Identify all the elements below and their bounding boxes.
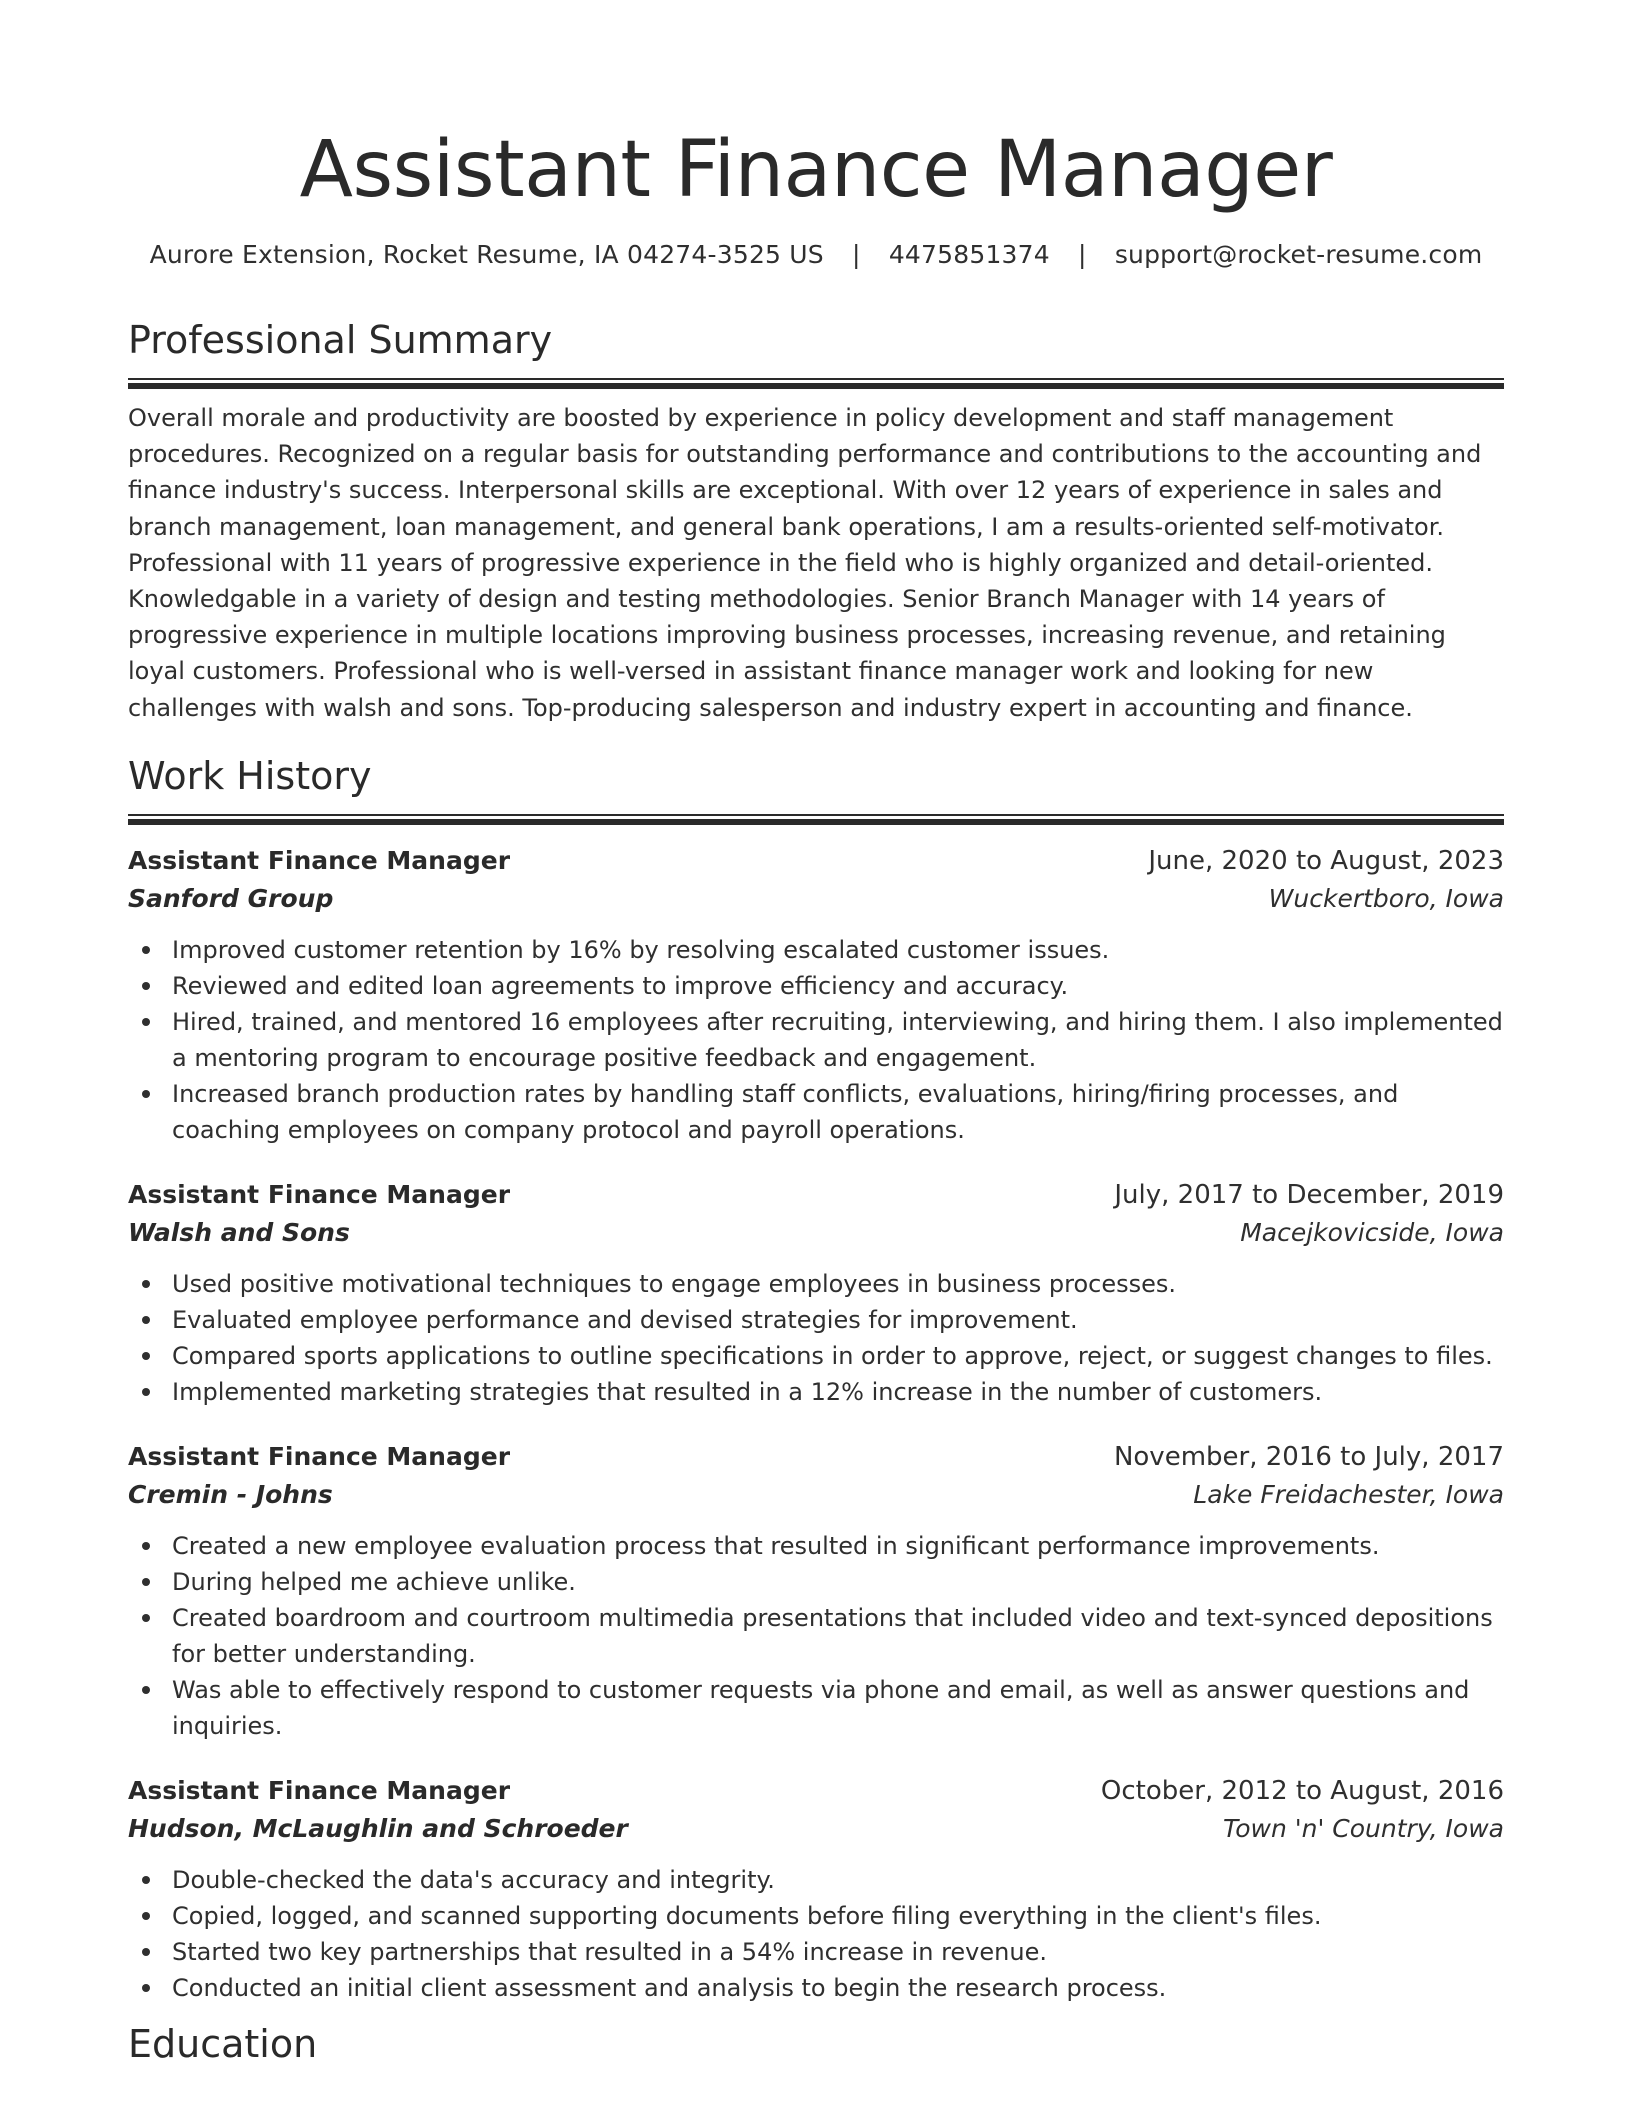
job-bullet-text: Started two key partnerships that resulted in a 54% increase in revenue.: [172, 1937, 1047, 1966]
contact-separator: |: [852, 240, 861, 269]
education-section: [128, 2020, 1504, 2068]
job-entry: [128, 842, 1504, 1148]
contact-email: support@rocket-resume.com: [1114, 240, 1483, 269]
job-company: Hudson, McLaughlin and Schroeder: [128, 1813, 628, 1843]
job-bullet-text: Implemented marketing strategies that resulted in a 12% increase in the number of customers.: [172, 1377, 1323, 1406]
job-bullet: [128, 1374, 1504, 1410]
job-bullet-text: Evaluated employee performance and devised strategies for improvement.: [172, 1305, 1078, 1334]
job-bullet: [128, 1266, 1504, 1302]
bullet-dot-icon: [142, 1686, 150, 1694]
job-title: Assistant Finance Manager: [128, 845, 511, 875]
job-bullet-text: Double-checked the data's accuracy and integrity.: [172, 1865, 775, 1894]
job-location: Lake Freidachester, Iowa: [1193, 1479, 1504, 1509]
job-bullet: [128, 1076, 1504, 1148]
job-bullet-text: Created boardroom and courtroom multimedia presentations that included video and text-synced depositions for better understanding.: [172, 1603, 1493, 1668]
bullet-dot-icon: [142, 1352, 150, 1360]
job-bullet-text: Reviewed and edited loan agreements to improve efficiency and accuracy.: [172, 971, 1069, 1000]
job-company: Walsh and Sons: [128, 1217, 350, 1247]
job-bullet-list: [128, 1266, 1504, 1410]
bullet-dot-icon: [142, 1984, 150, 1992]
bullet-dot-icon: [142, 1876, 150, 1884]
job-bullet-text: Copied, logged, and scanned supporting documents before filing everything in the client's files.: [172, 1901, 1322, 1930]
job-bullet: [128, 1934, 1504, 1970]
summary-section: [128, 316, 1504, 726]
job-title: Assistant Finance Manager: [128, 1775, 511, 1805]
job-bullet-text: Increased branch production rates by handling staff conflicts, evaluations, hiring/firing processes, and coaching employees on company protocol and payroll operations.: [172, 1079, 1399, 1144]
job-dates: November, 2016 to July, 2017: [1113, 1441, 1504, 1472]
job-dates: July, 2017 to December, 2019: [1114, 1179, 1504, 1210]
job-bullet: [128, 1564, 1504, 1600]
section-divider: [128, 814, 1504, 824]
bullet-dot-icon: [142, 1948, 150, 1956]
job-entry: [128, 1176, 1504, 1410]
resume-title: Assistant Finance Manager: [299, 125, 1333, 215]
job-bullet-text: Created a new employee evaluation process that resulted in significant performance improvements.: [172, 1531, 1380, 1560]
job-bullet-text: Used positive motivational techniques to engage employees in business processes.: [172, 1269, 1177, 1298]
job-dates: October, 2012 to August, 2016: [1100, 1775, 1504, 1806]
contact-phone: 4475851374: [888, 240, 1050, 269]
bullet-dot-icon: [142, 946, 150, 954]
resume-page: [128, 0, 1504, 2068]
summary-text: Overall morale and productivity are boosted by experience in policy development and staff management procedures. Recognized on a regular basis for outstanding performance and contributions to the accounting and finance industry's success. Interpersonal skills are exceptional. With over 12 years of experience in sales and branch management, loan management, and general bank operations, I am a results-oriented self-motivator. Professional with 11 years of progressive experience in the field who is highly organized and detail-oriented. Knowledgable in a variety of design and testing methodologies. Senior Branch Manager with 14 years of progressive experience in multiple locations improving business processes, increasing revenue, and retaining loyal customers. Professional who is well-versed in assistant finance manager work and looking for new challenges with walsh and sons. Top-producing salesperson and industry expert in accounting and finance.: [128, 404, 1482, 722]
job-bullet: [128, 968, 1504, 1004]
bullet-dot-icon: [142, 1316, 150, 1324]
job-bullet-text: Hired, trained, and mentored 16 employees after recruiting, interviewing, and hiring them. I also implemented a mentoring program to encourage positive feedback and engagement.: [172, 1007, 1503, 1072]
job-bullet-list: [128, 1528, 1504, 1744]
job-title: Assistant Finance Manager: [128, 1441, 511, 1471]
section-divider: [128, 378, 1504, 388]
job-company: Cremin - Johns: [128, 1479, 333, 1509]
job-bullet: [128, 1302, 1504, 1338]
job-bullet-list: [128, 932, 1504, 1148]
bullet-dot-icon: [142, 1614, 150, 1622]
job-location: Wuckertboro, Iowa: [1268, 883, 1504, 913]
bullet-dot-icon: [142, 1542, 150, 1550]
job-title: Assistant Finance Manager: [128, 1179, 511, 1209]
work-history-heading: Work History: [128, 753, 372, 798]
job-bullet-list: [128, 1862, 1504, 2006]
job-bullet-text: Compared sports applications to outline specifications in order to approve, reject, or suggest changes to files.: [172, 1341, 1493, 1370]
contact-line: [128, 238, 1504, 272]
job-bullet: [128, 1970, 1504, 2006]
job-bullet-text: Improved customer retention by 16% by resolving escalated customer issues.: [172, 935, 1110, 964]
job-entry: [128, 1772, 1504, 2006]
job-bullet: [128, 1600, 1504, 1672]
job-location: Town 'n' Country, Iowa: [1223, 1813, 1504, 1843]
job-bullet: [128, 1862, 1504, 1898]
bullet-dot-icon: [142, 1018, 150, 1026]
bullet-dot-icon: [142, 1388, 150, 1396]
bullet-dot-icon: [142, 1578, 150, 1586]
job-bullet: [128, 1672, 1504, 1744]
bullet-dot-icon: [142, 982, 150, 990]
job-bullet: [128, 1528, 1504, 1564]
bullet-dot-icon: [142, 1280, 150, 1288]
job-entry: [128, 1438, 1504, 1744]
job-dates: June, 2020 to August, 2023: [1148, 845, 1504, 876]
contact-address: Aurore Extension, Rocket Resume, IA 04274-3525 US: [149, 240, 824, 269]
education-heading: Education: [128, 2021, 318, 2066]
job-bullet: [128, 1004, 1504, 1076]
job-company: Sanford Group: [128, 883, 334, 913]
bullet-dot-icon: [142, 1912, 150, 1920]
job-bullet-text: Was able to effectively respond to customer requests via phone and email, as well as answer questions and inquiries.: [172, 1675, 1470, 1740]
job-location: Macejkovicside, Iowa: [1240, 1217, 1504, 1247]
job-bullet: [128, 1898, 1504, 1934]
job-bullet-text: Conducted an initial client assessment and analysis to begin the research process.: [172, 1973, 1167, 2002]
bullet-dot-icon: [142, 1090, 150, 1098]
summary-heading: Professional Summary: [128, 318, 553, 362]
contact-separator: |: [1078, 240, 1087, 269]
job-bullet-text: During helped me achieve unlike.: [172, 1567, 576, 1596]
job-bullet: [128, 932, 1504, 968]
job-bullet: [128, 1338, 1504, 1374]
work-history-section: [128, 752, 1504, 2006]
